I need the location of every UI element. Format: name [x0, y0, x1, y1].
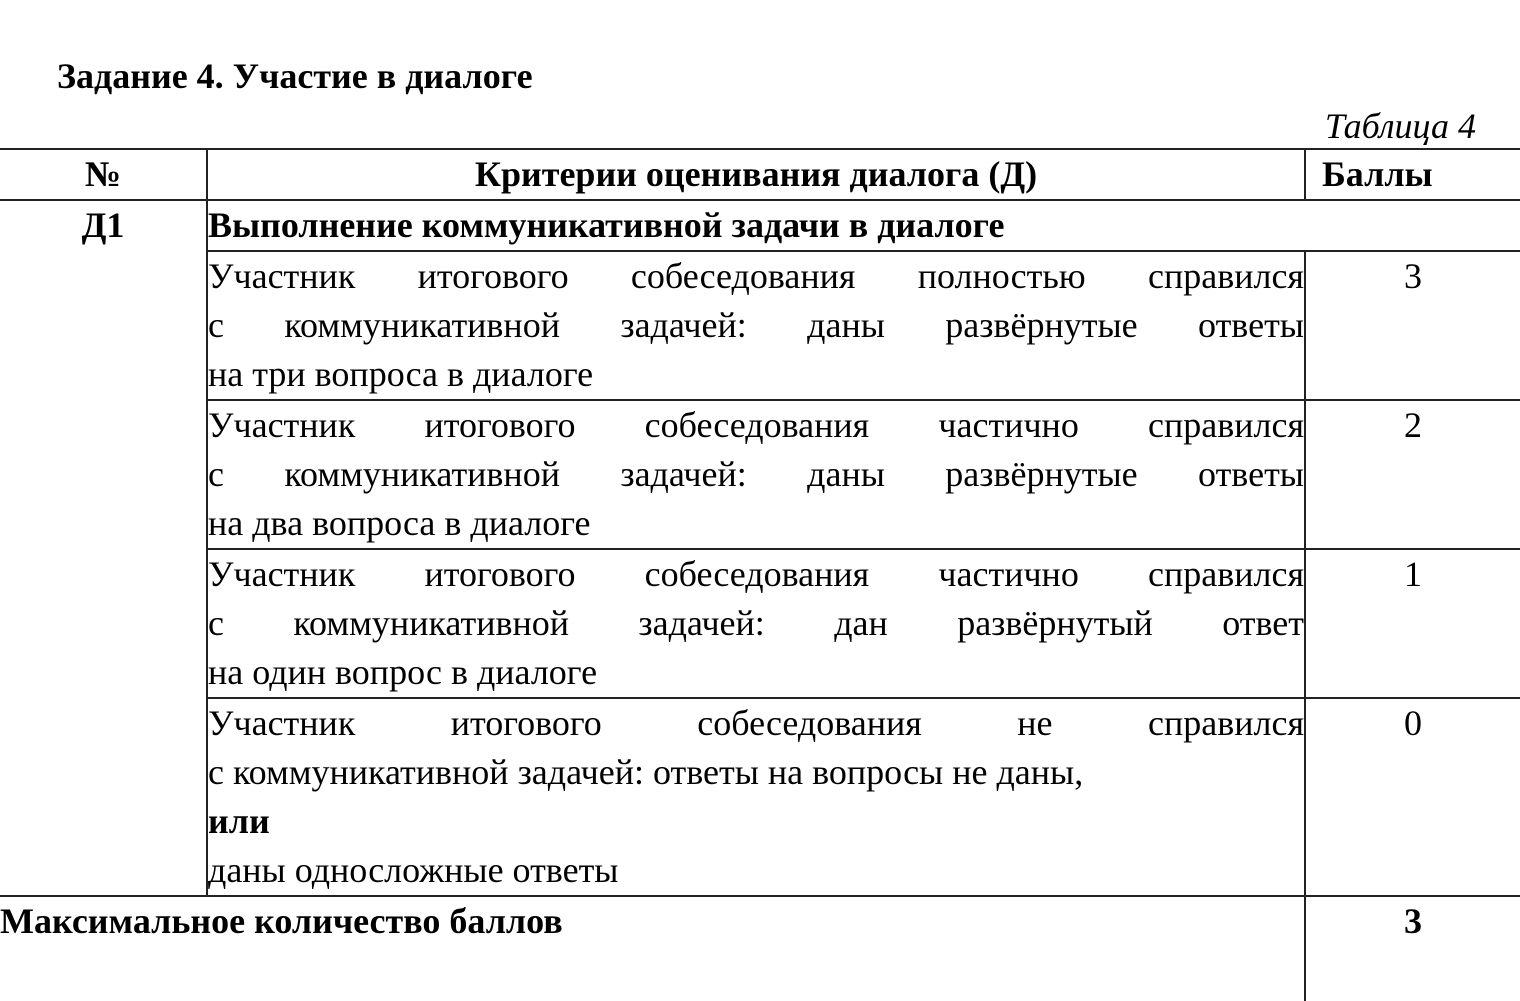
criteria-table: [0, 148, 1520, 1001]
table-row: [0, 698, 1520, 896]
level-score: 1: [1305, 549, 1520, 698]
table-row: [0, 549, 1520, 698]
task-title: Задание 4. Участие в диалоге: [57, 56, 533, 96]
level-description: [207, 251, 1305, 400]
max-score-value: 3: [1305, 896, 1520, 1001]
table-header-row: [0, 149, 1520, 200]
description-line: с коммуникативной задачей: дан развёрнутый ответ: [208, 603, 1304, 643]
description-line: на три вопроса в диалоге: [208, 354, 594, 394]
description-line: на один вопрос в диалоге: [208, 652, 598, 692]
header-score: Баллы: [1305, 149, 1520, 200]
criterion-title: Выполнение коммуникативной задачи в диалоге: [207, 200, 1520, 251]
description-line: даны односложные ответы: [208, 850, 619, 890]
description-line: с коммуникативной задачей: ответы на вопросы не даны,: [208, 752, 1084, 792]
description-line: Участник итогового собеседования полностью справился: [208, 256, 1304, 296]
description-line: на два вопроса в диалоге: [208, 503, 591, 543]
max-score-row: [0, 896, 1520, 1001]
criterion-code: Д1: [0, 200, 207, 896]
header-criteria: Критерии оценивания диалога (Д): [207, 149, 1305, 200]
or-conjunction: или: [208, 801, 270, 841]
table-row: [0, 251, 1520, 400]
level-score: 0: [1305, 698, 1520, 896]
max-score-label: Максимальное количество баллов: [0, 896, 1305, 1001]
description-line: Участник итогового собеседования не справился: [208, 703, 1304, 743]
table-caption: Таблица 4: [1324, 106, 1476, 146]
header-number: №: [0, 149, 207, 200]
level-description: [207, 400, 1305, 549]
description-line: с коммуникативной задачей: даны развёрнутые ответы: [208, 454, 1304, 494]
level-description: [207, 698, 1305, 896]
level-description: [207, 549, 1305, 698]
description-line: Участник итогового собеседования частично справился: [208, 554, 1304, 594]
level-score: 3: [1305, 251, 1520, 400]
description-line: с коммуникативной задачей: даны развёрнутые ответы: [208, 305, 1304, 345]
level-score: 2: [1305, 400, 1520, 549]
description-line: Участник итогового собеседования частично справился: [208, 405, 1304, 445]
table-row: [0, 400, 1520, 549]
criterion-title-row: [0, 200, 1520, 251]
